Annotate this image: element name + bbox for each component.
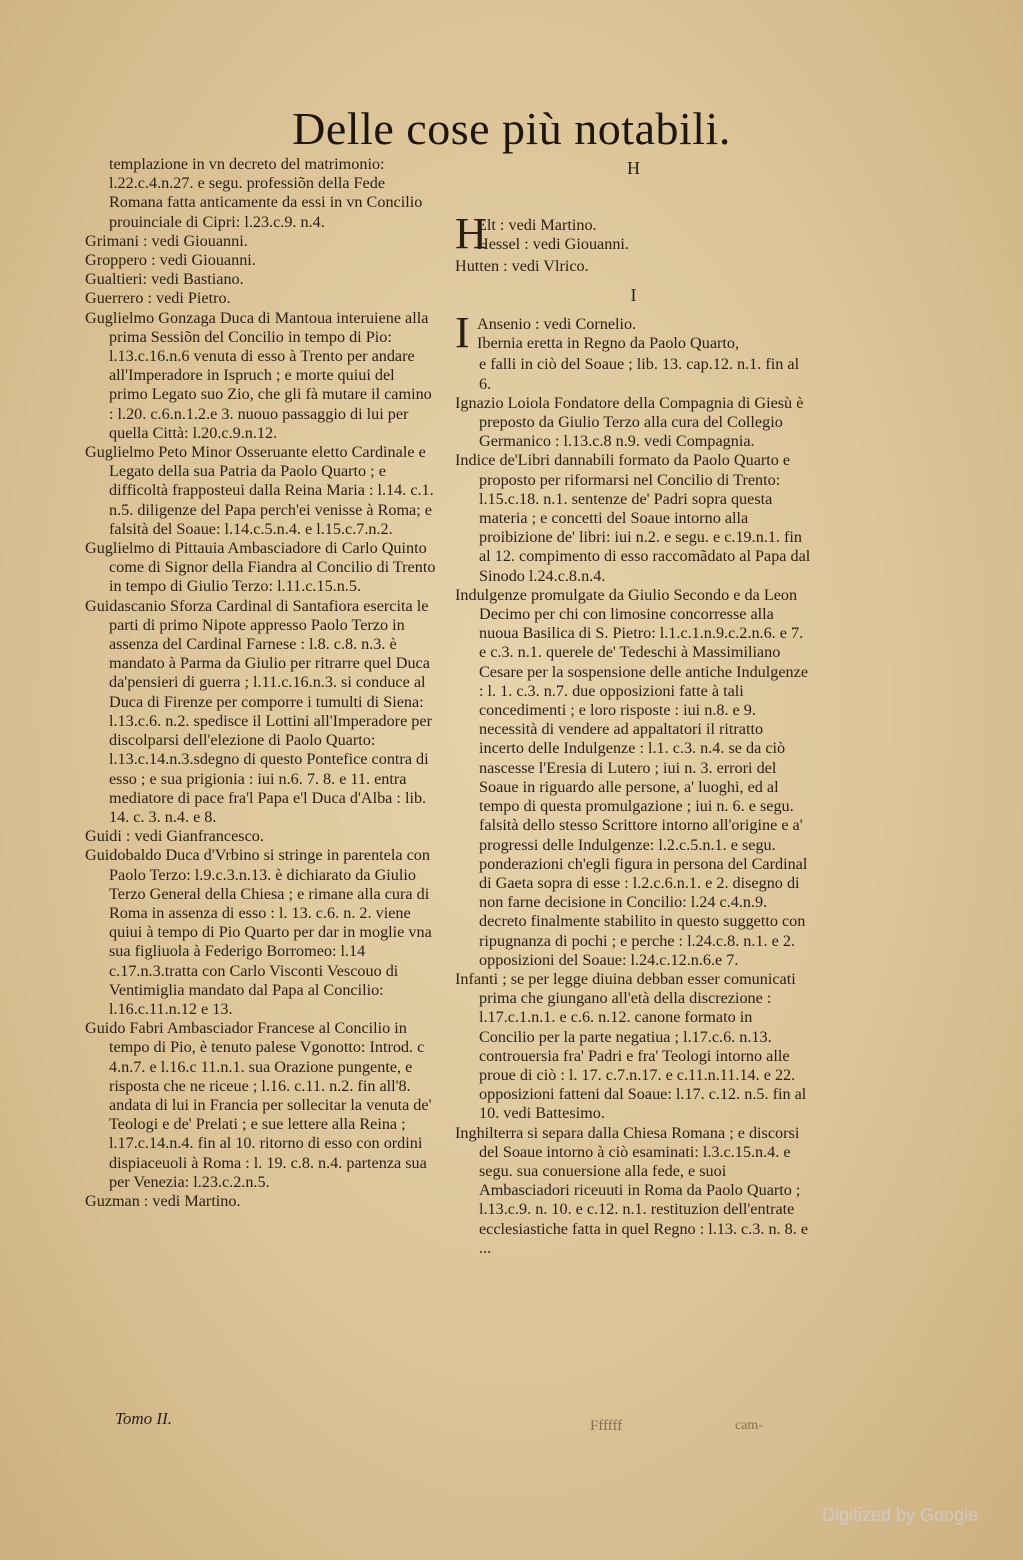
index-entry: Guglielmo di Pittauia Ambasciadore di Carlo Quinto come di Signor della Fiandra al Concilio di Trento in tempo di Giulio Terzo: l.11.c.15.n.5. bbox=[85, 539, 436, 596]
index-entry: Ibernia eretta in Regno da Paolo Quarto, bbox=[477, 334, 740, 353]
index-entry: Inghilterra si separa dalla Chiesa Romana ; e discorsi del Soaue intorno à ciò esaminati: l.3.c.15.n.4. e segu. sua conuersione alla fede, e suoi Ambasciadori riceuuti in Roma da Paolo Quarto ; l.13.c.9. n. 10. e c.12. n.1. restituzion dell'entrate ecclesiastiche fatta in quel Regno : l.13. c.3. n. 8. e ... bbox=[455, 1123, 809, 1257]
index-entry: Elt : vedi Martino. bbox=[477, 216, 597, 235]
index-entry: Guidobaldo Duca d'Vrbino si stringe in parentela con Paolo Terzo: l.9.c.3.n.13. è dichiarato da Giulio Terzo General della Chiesa ; e rimane alla cura di Roma in assenza di esso : l. 13. c.6. n. 2. viene quiui à tempo di Pio Quarto per dar in moglie vna sua figliuola à Federigo Borromeo: l.14 c.17.n.3.tratta con Carlo Visconti Vescouo di Ventimiglia mandato dal Papa al Concilio: l.16.c.11.n.12 e 13. bbox=[85, 846, 432, 1018]
index-entry: Gualtieri: vedi Bastiano. bbox=[85, 270, 244, 289]
index-entry: Guidascanio Sforza Cardinal di Santafiora esercita le parti di primo Nipote appresso Paolo Terzo in assenza del Cardinal Farnese : l.8. c.8. n.3. è mandato à Parma da Giulio per ritrarre quel Duca da'pensieri di guerra ; l.11.c.16.n.3. si conduce al Duca di Firenze per comporre i tumulti di Siena: l.13.c.6. n.2. spedisce il Lottini all'Imperadore per discolparsi dell'elezione di Paolo Quarto: l.13.c.14.n.3.sdegno di questo Pontefice contra di esso ; e sua prigionia : iui n.6. 7. 8. e 11. entra mediatore di pace fra'l Papa e'l Duca d'Alba : lib. 14. c. 3. n.4. e 8. bbox=[85, 596, 432, 826]
index-entry: Guzman : vedi Martino. bbox=[85, 1191, 241, 1210]
dropcap-h: H bbox=[455, 209, 487, 259]
section-letter-h: H bbox=[627, 158, 640, 178]
signature-mark: Ffffff bbox=[590, 1418, 623, 1434]
index-entry: Ansenio : vedi Cornelio. bbox=[477, 315, 637, 334]
index-entry: Guerrero : vedi Pietro. bbox=[85, 289, 231, 308]
page-title: Delle cose più notabili. bbox=[292, 103, 731, 154]
index-entry: Guglielmo Gonzaga Duca di Mantoua interuiene alla prima Sessiõn del Concilio in tempo di Pio: l.13.c.16.n.6 venuta di esso à Trento per andare all'Imperadore in Ispruch ; e morte quiui del primo Legato suo Zio, che gli fà mutare il camino : l.20. c.6.n.1.2.e 3. nuouo passaggio di lui per quella Città: l.20.c.9.n.12. bbox=[85, 308, 432, 442]
right-column bbox=[455, 155, 812, 1258]
index-entry: e falli in ciò del Soaue ; lib. 13. cap.12. n.1. fin al 6. bbox=[479, 355, 800, 393]
digitization-watermark: Digitized by Google bbox=[822, 1505, 979, 1525]
index-entry: templazione in vn decreto del matrimonio: l.22.c.4.n.27. e segu. professiõn della Fede Romana fatta anticamente da essi in vn Concilio prouinciale di Cipri: l.23.c.9. n.4. bbox=[109, 155, 423, 231]
index-entry: Infanti ; se per legge diuina debban esser comunicati prima che giungano all'età della discrezione : l.17.c.1.n.1. e c.6. n.12. canone formato in Concilio per la parte negatiua ; l.17.c.6. n.13. controuersia fra' Padri e fra' Teologi intorno alle proue di ciò : l. 17. c.7.n.17. e c.11.n.11.14. e 22. opposizioni fatteni dal Soaue: l.17. c.12. n.5. fin al 10. vedi Battesimo. bbox=[455, 969, 807, 1123]
dropcap-section-i bbox=[455, 308, 812, 358]
index-entry: Indulgenze promulgate da Giulio Secondo e da Leon Decimo per chi con limosine concorresse alla nuoua Basilica di S. Pietro: l.1.c.1.n.9.c.2.n.6. e 7. e c.3. n.1. querele de' Tedeschi à Massimiliano Cesare per la sospensione delle antiche Indulgenze : l. 1. c.3. n.7. due opposizioni fatte à tali concedimenti ; e loro risposte : iui n.8. e 9. necessità di vendere ad appaltatori il ritratto incerto delle Indulgenze : l.1. c.3. n.4. se da ciò nascesse l'Eresia di Lutero ; iui n. 3. errori del Soaue in riguardo alle persone, a' luoghi, ed al tempo di questa promulgazione ; iui n. 6. e segu. falsità dello stesso Scrittore intorno all'origine e a' progressi delle Indulgenze: l.2.c.5.n.1. e segu. ponderazioni ch'egli figura in persona del Cardinal di Gaeta sopra di esse : l.2.c.6.n.1. e 2. disegno di non farne decisione in Concilio: l.24 c.4.n.9. decreto finalmente stabilito in questo suggetto con ripugnanza di pochi ; e perche : l.24.c.8. n.1. e 2. opposizioni del Soaue: l.24.c.12.n.6.e 7. bbox=[455, 585, 809, 969]
dropcap-i: I bbox=[455, 308, 470, 358]
index-entry: Hutten : vedi Vlrico. bbox=[455, 256, 589, 275]
index-entry: Guidi : vedi Gianfrancesco. bbox=[85, 827, 264, 846]
left-column bbox=[85, 155, 437, 1211]
index-entry: Guglielmo Peto Minor Osseruante eletto Cardinale e Legato della sua Patria da Paolo Quarto ; e difficoltà frapposteui dalla Reina Maria : l.14. c.1. n.5. diligenze del Papa perch'ei venisse à Roma; e falsità del Soaue: l.14.c.5.n.4. e l.15.c.7.n.2. bbox=[85, 443, 434, 538]
catchword: cam- bbox=[735, 1418, 763, 1433]
dropcap-section-h bbox=[455, 209, 812, 259]
section-letter-i: I bbox=[630, 284, 637, 305]
index-entry: Hessel : vedi Giouanni. bbox=[477, 235, 629, 254]
index-entry: Indice de'Libri dannabili formato da Paolo Quarto e proposto per riformarsi nel Concilio di Trento: l.15.c.18. n.1. sentenze de' Padri sopra questa materia ; e concetti del Soaue intorno alla proibizione de' libri: iui n.2. e segu. e c.19.n.1. fin al 12. compimento di esso raccomãdato al Papa dal Sinodo l.24.c.8.n.4. bbox=[455, 451, 811, 585]
index-entry: Grimani : vedi Giouanni. bbox=[85, 231, 248, 250]
index-entry: Guido Fabri Ambasciador Francese al Concilio in tempo di Pio, è tenuto palese Vgonotto: Introd. c 4.n.7. e l.16.c 11.n.1. sua Orazione pungente, e risposta che ne riceue ; l.16. c.11. n.2. fin all'8. andata di lui in Francia per sollecitar la venuta de' Teologi e de' Prelati ; e sue lettere alla Reina ; l.17.c.14.n.4. fin al 10. ritorno di esso con ordini dispiaceuoli à Roma : l. 19. c.8. n.4. partenza sua per Venezia: l.23.c.2.n.5. bbox=[85, 1019, 432, 1191]
index-entry: Ignazio Loiola Fondatore della Compagnia di Giesù è preposto da Giulio Terzo alla cura del Collegio Germanico : l.13.c.8 n.9. vedi Compagnia. bbox=[455, 393, 804, 451]
volume-label: Tomo II. bbox=[115, 1409, 172, 1428]
index-entry: Groppero : vedi Giouanni. bbox=[85, 251, 256, 270]
